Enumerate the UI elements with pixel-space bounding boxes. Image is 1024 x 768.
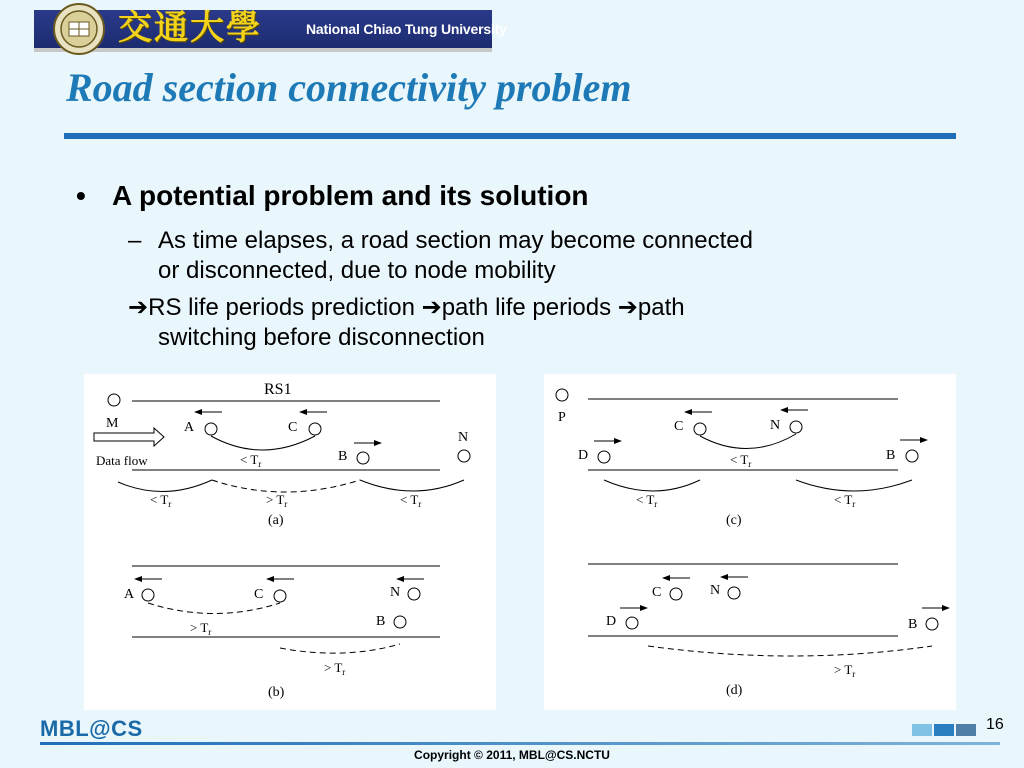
bullet-main-text: A potential problem and its solution [112, 180, 589, 211]
node-n [458, 450, 470, 462]
label-c-p: P [558, 410, 566, 425]
node-p [556, 389, 568, 401]
sub-bullet-1-line2: or disconnected, due to node mobility [158, 257, 556, 284]
node-b [394, 616, 406, 628]
label-rs1: RS1 [264, 381, 292, 398]
label-c-d: D [578, 448, 589, 463]
university-cjk-name: 交通大學 [118, 8, 262, 48]
sub-bullet-2 [128, 292, 948, 353]
figure-left-panel [84, 374, 496, 710]
title-divider [64, 133, 956, 139]
node-m [108, 394, 120, 406]
label-b-gt-tr: > $T_r$ [190, 620, 212, 637]
slide-title: Road section connectivity problem [66, 65, 632, 110]
university-english-name: National Chiao Tung University [306, 21, 507, 37]
label-d-c: C [652, 585, 662, 600]
label-d-d: D [606, 614, 617, 629]
figure-right-panel [544, 374, 956, 710]
label-c-lt-tr: < $T_r$ [730, 452, 752, 469]
arrow-right-icon: ➔ [421, 293, 442, 321]
label-data-flow: Data flow [96, 453, 148, 468]
period-lt-1 [604, 480, 700, 491]
label-c-c: C [674, 419, 684, 434]
sub-bullet-2-part3: path [637, 294, 685, 321]
node-b [906, 450, 918, 462]
label-c-lt-tr-1: < $T_r$ [636, 492, 658, 509]
period-gt [648, 646, 932, 656]
sub-bullet-dash: – [128, 227, 142, 254]
label-a-lt-tr-2: < $T_r$ [400, 492, 422, 509]
node-c [670, 588, 682, 600]
node-d [626, 617, 638, 629]
node-n [408, 588, 420, 600]
page-number: 16 [986, 716, 1004, 733]
label-a-lt-tr: < $T_r$ [240, 452, 262, 469]
road-diagram-ab [84, 374, 496, 710]
arrow-right-icon: ➔ [617, 293, 638, 321]
node-c [694, 423, 706, 435]
label-a-gt-tr: > $T_r$ [266, 492, 288, 509]
period-gt [280, 644, 400, 653]
label-b-a: A [124, 587, 135, 602]
university-emblem-icon [52, 2, 106, 56]
label-d-b: B [908, 617, 918, 632]
node-n [790, 421, 802, 433]
caption-b: (b) [268, 685, 285, 700]
caption-a: (a) [268, 513, 284, 528]
period-lt-1 [118, 480, 212, 492]
label-a: A [184, 420, 195, 435]
label-b-b: B [376, 614, 386, 629]
node-c [274, 590, 286, 602]
bullet-dot: • [76, 180, 86, 211]
footer-divider [40, 742, 1000, 745]
label-m: M [106, 416, 119, 431]
label-a-lt-tr-1: < $T_r$ [150, 492, 172, 509]
node-d [598, 451, 610, 463]
label-d-n: N [710, 583, 721, 598]
node-b [357, 452, 369, 464]
label-c: C [288, 420, 298, 435]
caption-d: (d) [726, 683, 743, 698]
data-flow-arrow-icon [94, 428, 164, 446]
label-n: N [458, 430, 469, 445]
label-c-lt-tr-2: < $T_r$ [834, 492, 856, 509]
road-diagram-cd [544, 374, 956, 710]
copyright-notice: Copyright © 2011, MBL@CS.NCTU [414, 748, 610, 762]
bullet-main [76, 180, 589, 212]
period-lt-2 [796, 480, 912, 491]
sub-bullet-2-part1: RS life periods prediction [148, 294, 422, 321]
period-gt [212, 480, 360, 492]
label-b-gt-tr-2: > $T_r$ [324, 660, 346, 677]
link-a-c-dashed [148, 603, 280, 614]
label-b-n: N [390, 585, 401, 600]
footer-square-2 [934, 724, 954, 736]
label-b: B [338, 449, 348, 464]
period-lt-2 [360, 480, 464, 491]
sub-bullet-2-line2: switching before disconnection [158, 324, 485, 351]
sub-bullet-1-line1: As time elapses, a road section may become connected [158, 227, 753, 254]
sub-bullet-1 [128, 226, 948, 286]
link-c-n [700, 434, 796, 449]
node-a [205, 423, 217, 435]
node-n [728, 587, 740, 599]
footer-square-3 [956, 724, 976, 736]
sub-bullet-2-part2: path life periods [441, 294, 618, 321]
arrow-right-icon: ➔ [128, 293, 149, 321]
node-a [142, 589, 154, 601]
label-d-gt-tr: > $T_r$ [834, 662, 856, 679]
footer-logo: MBL@CS [40, 716, 143, 741]
label-c-b: B [886, 448, 896, 463]
node-c [309, 423, 321, 435]
link-a-c [211, 436, 315, 450]
caption-c: (c) [726, 513, 742, 528]
node-b [926, 618, 938, 630]
footer-square-1 [912, 724, 932, 736]
label-c-n: N [770, 418, 781, 433]
label-b-c: C [254, 587, 264, 602]
